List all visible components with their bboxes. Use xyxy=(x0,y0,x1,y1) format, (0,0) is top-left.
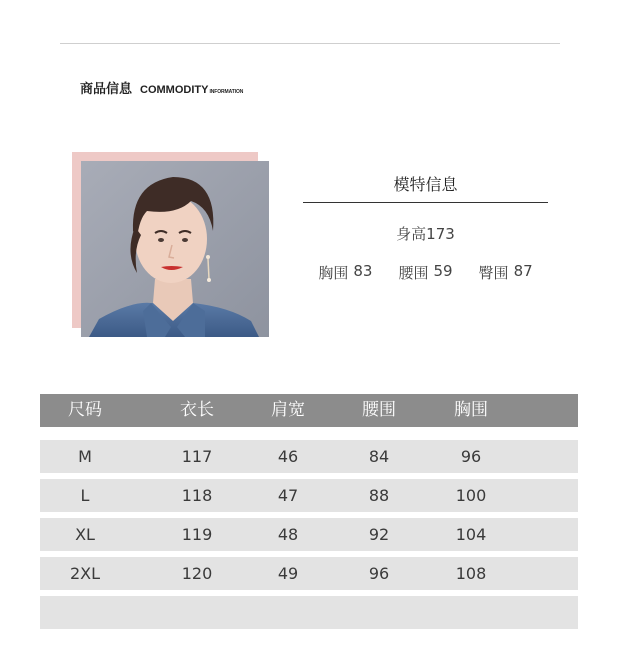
size-table-header xyxy=(40,394,578,427)
measure-value: 83 xyxy=(353,262,373,280)
cell-size: L xyxy=(80,486,90,505)
model-photo xyxy=(81,161,269,337)
size-table-row xyxy=(40,557,578,590)
cell-size: M xyxy=(78,447,92,466)
cell-waist: 96 xyxy=(368,564,390,583)
size-table-row xyxy=(40,440,578,473)
size-table-row xyxy=(40,479,578,512)
header-bust: 胸围 xyxy=(454,400,488,420)
section-title-en-small: INFORMATION xyxy=(209,89,244,95)
model-measure-waist xyxy=(398,262,452,283)
measure-value: 87 xyxy=(513,262,533,280)
section-title-cn: 商品信息 xyxy=(80,82,133,97)
model-height: 身高173 xyxy=(396,225,455,243)
cell-shoulder: 47 xyxy=(277,486,299,505)
measure-value: 59 xyxy=(433,262,453,280)
size-table-row-empty xyxy=(40,596,578,629)
cell-bust: 108 xyxy=(455,564,487,583)
section-title-en: COMMODITY xyxy=(140,84,209,96)
measure-label: 臀围 xyxy=(478,264,509,282)
cell-length: 117 xyxy=(181,447,213,466)
cell-bust: 100 xyxy=(455,486,487,505)
measure-label: 胸围 xyxy=(318,264,349,282)
cell-size: 2XL xyxy=(69,564,101,583)
cell-length: 118 xyxy=(181,486,213,505)
header-shoulder: 肩宽 xyxy=(271,400,305,420)
model-measure-bust xyxy=(318,262,372,283)
measure-label: 腰围 xyxy=(398,264,429,282)
cell-shoulder: 46 xyxy=(277,447,299,466)
model-info-divider xyxy=(303,202,548,203)
cell-bust: 104 xyxy=(455,525,487,544)
header-size: 尺码 xyxy=(68,400,102,420)
cell-length: 120 xyxy=(181,564,213,583)
cell-bust: 96 xyxy=(460,447,482,466)
cell-waist: 84 xyxy=(368,447,390,466)
size-table-row xyxy=(40,518,578,551)
top-divider xyxy=(60,43,560,44)
cell-size: XL xyxy=(75,525,95,544)
cell-shoulder: 48 xyxy=(277,525,299,544)
model-measure-hip xyxy=(479,262,533,283)
header-length: 衣长 xyxy=(180,400,214,420)
model-measurements xyxy=(303,262,548,283)
cell-shoulder: 49 xyxy=(277,564,299,583)
model-info-title: 模特信息 xyxy=(393,175,458,194)
cell-length: 119 xyxy=(181,525,213,544)
header-waist: 腰围 xyxy=(362,400,396,420)
cell-waist: 92 xyxy=(368,525,390,544)
section-heading xyxy=(80,78,243,97)
cell-waist: 88 xyxy=(368,486,390,505)
